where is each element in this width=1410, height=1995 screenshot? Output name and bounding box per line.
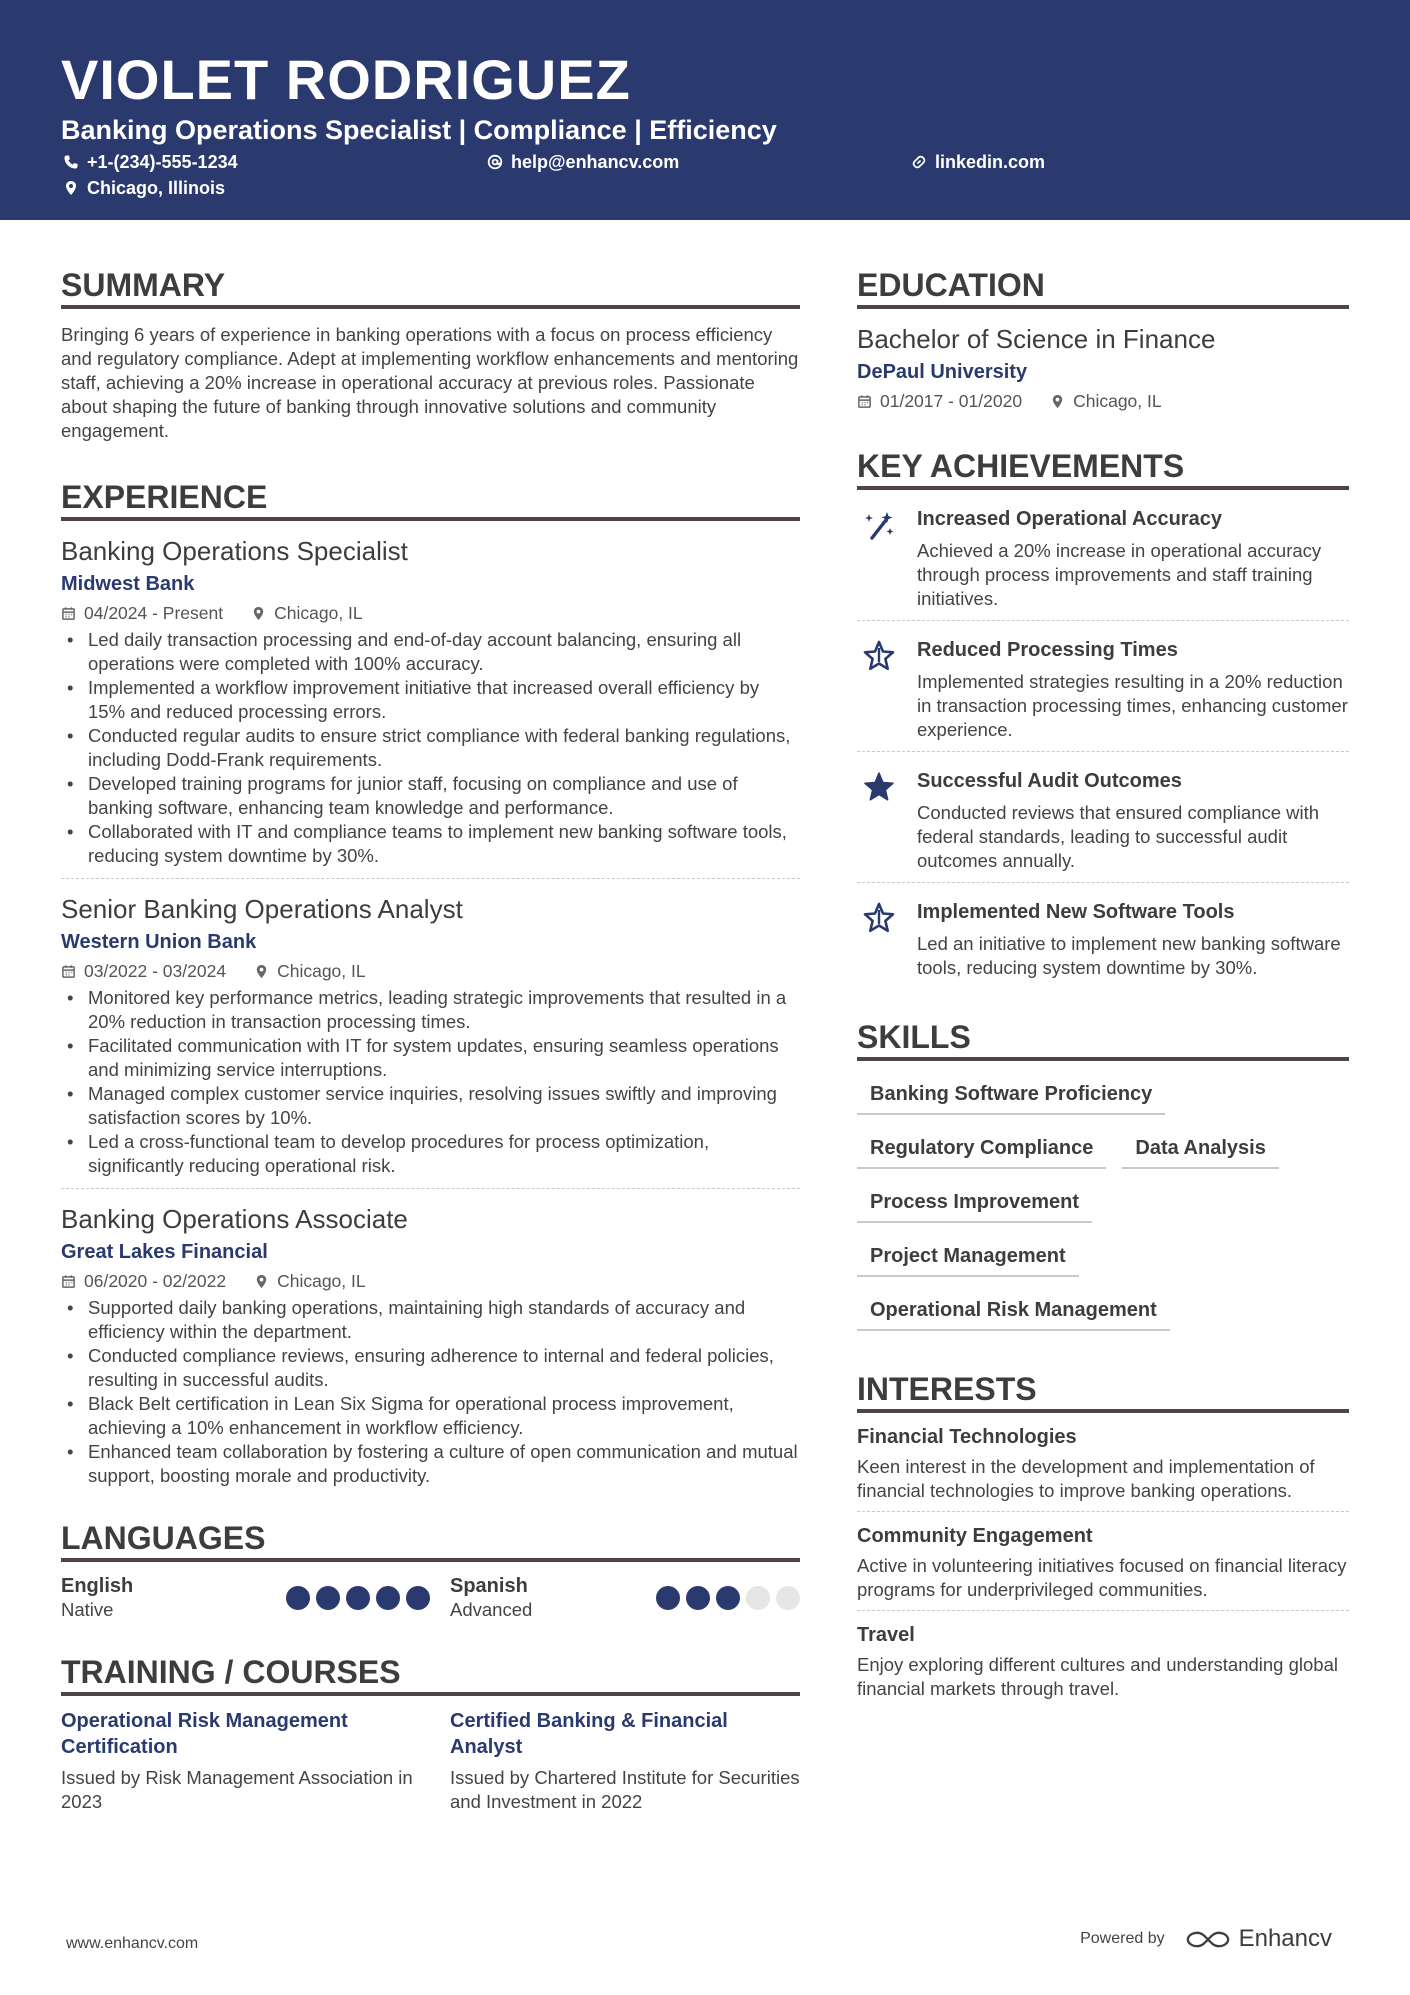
job-bullet: • Conducted compliance reviews, ensuring adherence to internal and federal policies, resulting in successful audits.: [61, 1344, 800, 1392]
skill-tag: Project Management: [857, 1231, 1079, 1277]
interest-desc: Keen interest in the development and implementation of financial technologies to improve banking operations.: [857, 1456, 1315, 1501]
job-dates: 06/2020 - 02/2022: [84, 1271, 227, 1291]
job-bullet: • Conducted regular audits to ensure strict compliance with federal banking regulations, including Dodd-Frank requirements.: [61, 724, 800, 772]
location-text: Chicago, Illinois: [87, 178, 226, 198]
languages-heading: LANGUAGES: [61, 1518, 800, 1562]
rating-dot-filled: [316, 1586, 340, 1610]
resume-header: [0, 0, 1410, 220]
candidate-name: VIOLET RODRIGUEZ: [61, 48, 631, 111]
location-pin-icon: [254, 1274, 269, 1289]
achievements-heading: KEY ACHIEVEMENTS: [857, 446, 1349, 490]
footer-website[interactable]: www.enhancv.com: [66, 1935, 199, 1952]
job-bullet: • Black Belt certification in Lean Six Sigma for operational process improvement, achieving a 10% enhancement in workflow efficiency.: [61, 1392, 800, 1440]
experience-section: [61, 477, 800, 1498]
course-desc: Issued by Risk Management Association in 2023: [61, 1767, 413, 1812]
language-item: [450, 1574, 800, 1622]
job-location: Chicago, IL: [274, 603, 363, 623]
language-item: [61, 1574, 450, 1622]
job-bullets: [61, 628, 800, 868]
brand-logo[interactable]: [1185, 1925, 1332, 1953]
achievement-item: [857, 490, 1349, 621]
skill-tag: Data Analysis: [1122, 1123, 1278, 1169]
phone-text: +1-(234)-555-1234: [87, 152, 238, 172]
job-dates: 03/2022 - 03/2024: [84, 961, 227, 981]
summary-section: [61, 265, 800, 443]
education-section: [857, 265, 1349, 412]
interest-desc: Active in volunteering initiatives focused on financial literacy programs for underprivileged communities.: [857, 1555, 1347, 1600]
interests-heading: INTERESTS: [857, 1369, 1349, 1413]
job-role: Banking Operations Associate: [61, 1204, 408, 1234]
education-location: Chicago, IL: [1073, 391, 1162, 411]
interest-item: [857, 1611, 1349, 1709]
job-bullet: • Managed complex customer service inquiries, resolving issues swiftly and improving satisfaction scores by 10%.: [61, 1082, 800, 1130]
summary-heading: SUMMARY: [61, 265, 800, 309]
rating-dot-filled: [406, 1586, 430, 1610]
skills-section: [857, 1017, 1349, 1339]
rating-dot-empty: [746, 1586, 770, 1610]
brand-name: Enhancv: [1238, 1925, 1332, 1952]
language-level: Advanced: [450, 1599, 533, 1620]
achievement-item: [857, 621, 1349, 752]
job-role: Banking Operations Specialist: [61, 536, 408, 566]
achievement-item: [857, 752, 1349, 883]
job-bullet: • Monitored key performance metrics, leading strategic improvements that resulted in a 20% reduction in transaction processing times.: [61, 986, 800, 1034]
left-column: [61, 265, 800, 1848]
job-bullet: • Collaborated with IT and compliance teams to implement new banking software tools, reducing system downtime by 30%.: [61, 820, 800, 868]
contact-phone[interactable]: [63, 151, 238, 173]
skill-tag: Regulatory Compliance: [857, 1123, 1106, 1169]
job-bullet: • Developed training programs for junior staff, focusing on compliance and use of banking software, enhancing team knowledge and performance.: [61, 772, 800, 820]
course-title: Operational Risk Management Certification: [61, 1710, 348, 1758]
rating-dot-filled: [716, 1586, 740, 1610]
job-role: Senior Banking Operations Analyst: [61, 894, 463, 924]
rating-dot-empty: [776, 1586, 800, 1610]
star-icon: [862, 770, 896, 804]
contact-website[interactable]: [911, 151, 1045, 173]
magic-wand-icon: [862, 508, 896, 542]
education-school: DePaul University: [857, 361, 1028, 383]
at-icon: [487, 154, 503, 170]
language-name: English: [61, 1575, 134, 1597]
interest-title: Financial Technologies: [857, 1426, 1077, 1448]
job-meta: [61, 1270, 800, 1292]
language-rating: [286, 1586, 430, 1610]
link-icon: [911, 154, 927, 170]
interest-title: Travel: [857, 1624, 915, 1646]
education-heading: EDUCATION: [857, 265, 1349, 309]
job-dates: 04/2024 - Present: [84, 603, 224, 623]
achievement-desc: Achieved a 20% increase in operational accuracy through process improvements and staff training initiatives.: [917, 540, 1322, 609]
job-company: Great Lakes Financial: [61, 1241, 268, 1263]
achievement-desc: Led an initiative to implement new banking software tools, reducing system downtime by 30%.: [917, 933, 1341, 978]
course-item: [450, 1708, 800, 1814]
location-pin-icon: [1050, 394, 1065, 409]
course-item: [61, 1708, 450, 1814]
job-entry: [61, 879, 800, 1189]
skill-tag: Operational Risk Management: [857, 1285, 1170, 1331]
summary-text: Bringing 6 years of experience in banking operations with a focus on process efficiency and regulatory compliance. Adept at implementing workflow enhancements and mentoring staff, achieving a 20% increase in operational accuracy at previous roles. Passionate about shaping the future of banking through innovative solutions and community engagement.: [61, 324, 799, 441]
star-outline-icon: [862, 901, 896, 935]
job-meta: [61, 602, 800, 624]
rating-dot-filled: [376, 1586, 400, 1610]
job-entry: [61, 1189, 800, 1498]
location-pin-icon: [251, 606, 266, 621]
enhancv-logo-icon: [1185, 1928, 1231, 1951]
skill-tag: Process Improvement: [857, 1177, 1092, 1223]
rating-dot-filled: [656, 1586, 680, 1610]
job-location: Chicago, IL: [277, 961, 366, 981]
achievement-desc: Conducted reviews that ensured compliance with federal standards, leading to successful audit outcomes annually.: [917, 802, 1320, 871]
job-location: Chicago, IL: [277, 1271, 366, 1291]
job-bullet: • Supported daily banking operations, maintaining high standards of accuracy and efficiency within the department.: [61, 1296, 800, 1344]
location-pin-icon: [63, 180, 79, 196]
calendar-icon: [61, 964, 76, 979]
achievement-title: Increased Operational Accuracy: [917, 508, 1222, 530]
language-name: Spanish: [450, 1575, 528, 1597]
rating-dot-filled: [286, 1586, 310, 1610]
contact-email[interactable]: [487, 151, 679, 173]
calendar-icon: [857, 394, 872, 409]
location-pin-icon: [254, 964, 269, 979]
interest-title: Community Engagement: [857, 1525, 1093, 1547]
interest-desc: Enjoy exploring different cultures and understanding global financial markets through travel.: [857, 1654, 1338, 1699]
achievement-title: Implemented New Software Tools: [917, 901, 1235, 923]
candidate-title: Banking Operations Specialist | Compliance | Efficiency: [61, 115, 777, 145]
star-outline-icon: [862, 639, 896, 673]
achievement-title: Reduced Processing Times: [917, 639, 1178, 661]
education-degree: Bachelor of Science in Finance: [857, 324, 1216, 354]
job-entry: [61, 521, 800, 879]
job-bullet: • Facilitated communication with IT for system updates, ensuring seamless operations and minimizing service interruptions.: [61, 1034, 800, 1082]
job-bullet: • Led daily transaction processing and end-of-day account balancing, ensuring all operations were completed with 100% accuracy.: [61, 628, 800, 676]
interest-item: [857, 1512, 1349, 1611]
achievements-section: [857, 446, 1349, 989]
training-section: [61, 1652, 800, 1814]
job-company: Western Union Bank: [61, 931, 257, 953]
achievement-desc: Implemented strategies resulting in a 20% reduction in transaction processing times, enhancing customer experience.: [917, 671, 1348, 740]
job-meta: [61, 960, 800, 982]
interests-section: [857, 1369, 1349, 1709]
education-dates: 01/2017 - 01/2020: [880, 391, 1023, 411]
achievement-item: [857, 883, 1349, 989]
language-rating: [656, 1586, 800, 1610]
language-level: Native: [61, 1599, 114, 1620]
interest-item: [857, 1413, 1349, 1512]
skill-tag: Banking Software Proficiency: [857, 1069, 1165, 1115]
phone-icon: [63, 154, 79, 170]
contact-location: [63, 177, 225, 199]
course-title: Certified Banking & Financial Analyst: [450, 1710, 728, 1758]
training-heading: TRAINING / COURSES: [61, 1652, 800, 1696]
job-bullet: • Led a cross-functional team to develop procedures for process optimization, significantly reducing operational risk.: [61, 1130, 800, 1178]
achievement-title: Successful Audit Outcomes: [917, 770, 1182, 792]
skills-heading: SKILLS: [857, 1017, 1349, 1061]
job-company: Midwest Bank: [61, 573, 195, 595]
experience-heading: EXPERIENCE: [61, 477, 800, 521]
rating-dot-filled: [686, 1586, 710, 1610]
job-bullet: • Implemented a workflow improvement initiative that increased overall efficiency by 15% and reduced processing errors.: [61, 676, 800, 724]
footer-branding: [1080, 1925, 1332, 1953]
job-bullets: [61, 986, 800, 1178]
calendar-icon: [61, 1274, 76, 1289]
right-column: [857, 265, 1349, 1743]
education-meta: [857, 390, 1349, 412]
email-text: help@enhancv.com: [511, 152, 680, 172]
calendar-icon: [61, 606, 76, 621]
website-text: linkedin.com: [935, 152, 1046, 172]
job-bullet: • Enhanced team collaboration by fostering a culture of open communication and mutual support, boosting morale and productivity.: [61, 1440, 800, 1488]
powered-by-label: Powered by: [1080, 1930, 1165, 1947]
job-bullets: [61, 1296, 800, 1488]
rating-dot-filled: [346, 1586, 370, 1610]
languages-section: [61, 1518, 800, 1622]
course-desc: Issued by Chartered Institute for Securities and Investment in 2022: [450, 1767, 800, 1812]
